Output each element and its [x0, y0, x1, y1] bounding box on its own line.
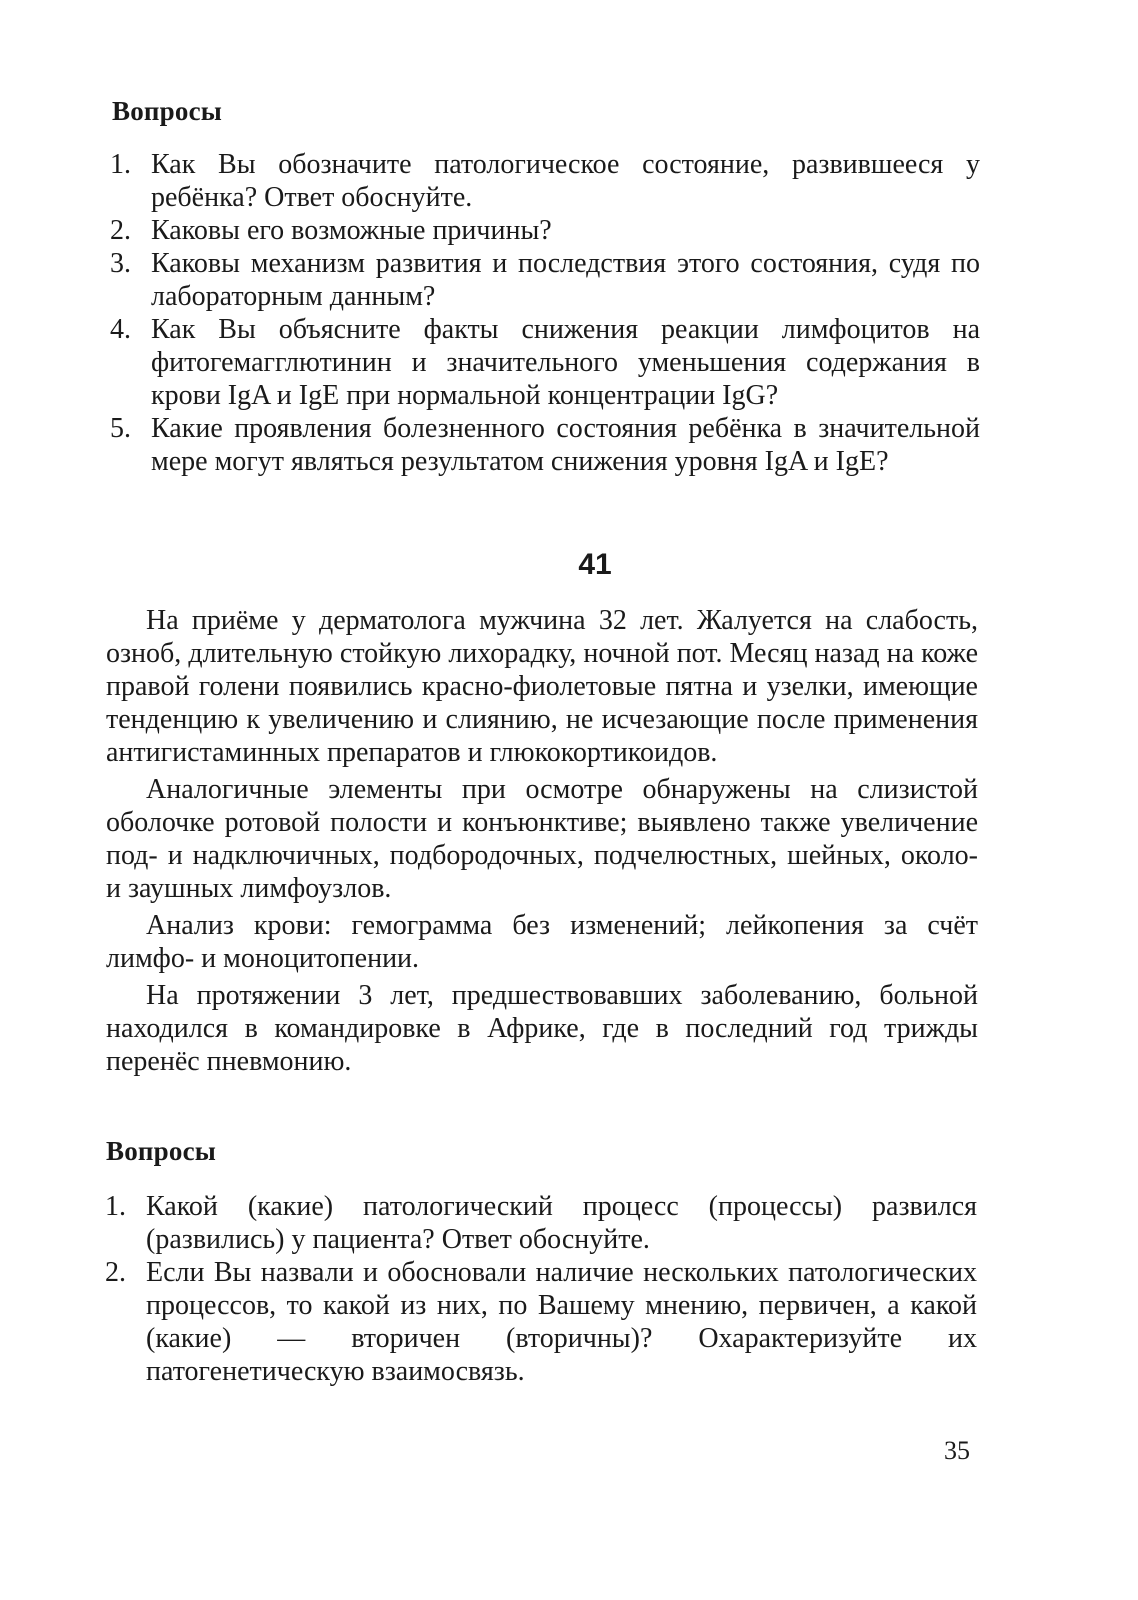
question-text: Как Вы объясните факты снижения реакции лимфоцитов на фитогемагглютинин и значительного уменьшения содержания в крови IgA и IgE при нормальной концентрации IgG?	[151, 314, 980, 411]
case-paragraph: Аналогичные элементы при осмотре обнаружены на слизистой оболочке ротовой полости и конъюнктиве; выявлено также увеличение под- и надключичных, подбородочных, подчелюстных, шейных, около- и заушных лимфоузлов.	[106, 774, 978, 904]
case-description	[106, 604, 978, 1082]
questions-list-1	[110, 148, 980, 478]
case-number: 41	[578, 548, 612, 581]
question-text: Какие проявления болезненного состояния ребёнка в значительной мере могут являться результатом снижения уровня IgA и IgE?	[151, 413, 980, 477]
question-item	[110, 313, 980, 412]
question-number: 1.	[105, 1191, 126, 1222]
question-text: Какой (какие) патологический процесс (процессы) развился (развились) у пациента? Ответ обоснуйте.	[146, 1191, 977, 1255]
question-item	[110, 148, 980, 214]
question-item	[105, 1256, 977, 1388]
case-paragraph: На приёме у дерматолога мужчина 32 лет. Жалуется на слабость, озноб, длительную стойкую лихорадку, ночной пот. Месяц назад на коже правой голени появились красно-фиолетовые пятна и узелки, имеющие тенденцию к увеличению и слиянию, не исчезающие после применения антигистаминных препаратов и глюкокортикоидов.	[106, 605, 978, 768]
question-item	[105, 1190, 977, 1256]
question-number: 3.	[110, 248, 131, 279]
case-paragraph: На протяжении 3 лет, предшествовавших заболеванию, больной находился в командировке в Африке, где в последний год трижды перенёс пневмонию.	[106, 980, 978, 1077]
question-number: 1.	[110, 149, 131, 180]
question-number: 2.	[105, 1257, 126, 1288]
page-number: 35	[944, 1436, 970, 1465]
questions-list-2	[105, 1190, 977, 1388]
question-text: Как Вы обозначите патологическое состояние, развившееся у ребёнка? Ответ обоснуйте.	[151, 149, 980, 213]
questions-heading-2: Вопросы	[106, 1136, 217, 1166]
question-item	[110, 412, 980, 478]
question-number: 2.	[110, 215, 131, 246]
question-text: Каковы его возможные причины?	[151, 215, 552, 246]
question-item	[110, 214, 980, 247]
question-text: Каковы механизм развития и последствия этого состояния, судя по лабораторным данным?	[151, 248, 980, 312]
question-number: 4.	[110, 314, 131, 345]
question-text: Если Вы назвали и обосновали наличие нескольких патологических процессов, то какой из них, по Вашему мнению, первичен, а какой (какие) — вторичен (вторичны)? Охарактеризуйте их патогенетическую взаимосвязь.	[146, 1257, 977, 1387]
questions-heading-1: Вопросы	[112, 96, 223, 126]
case-paragraph: Анализ крови: гемограмма без изменений; лейкопения за счёт лимфо- и моноцитопении.	[106, 910, 978, 974]
question-item	[110, 247, 980, 313]
question-number: 5.	[110, 413, 131, 444]
